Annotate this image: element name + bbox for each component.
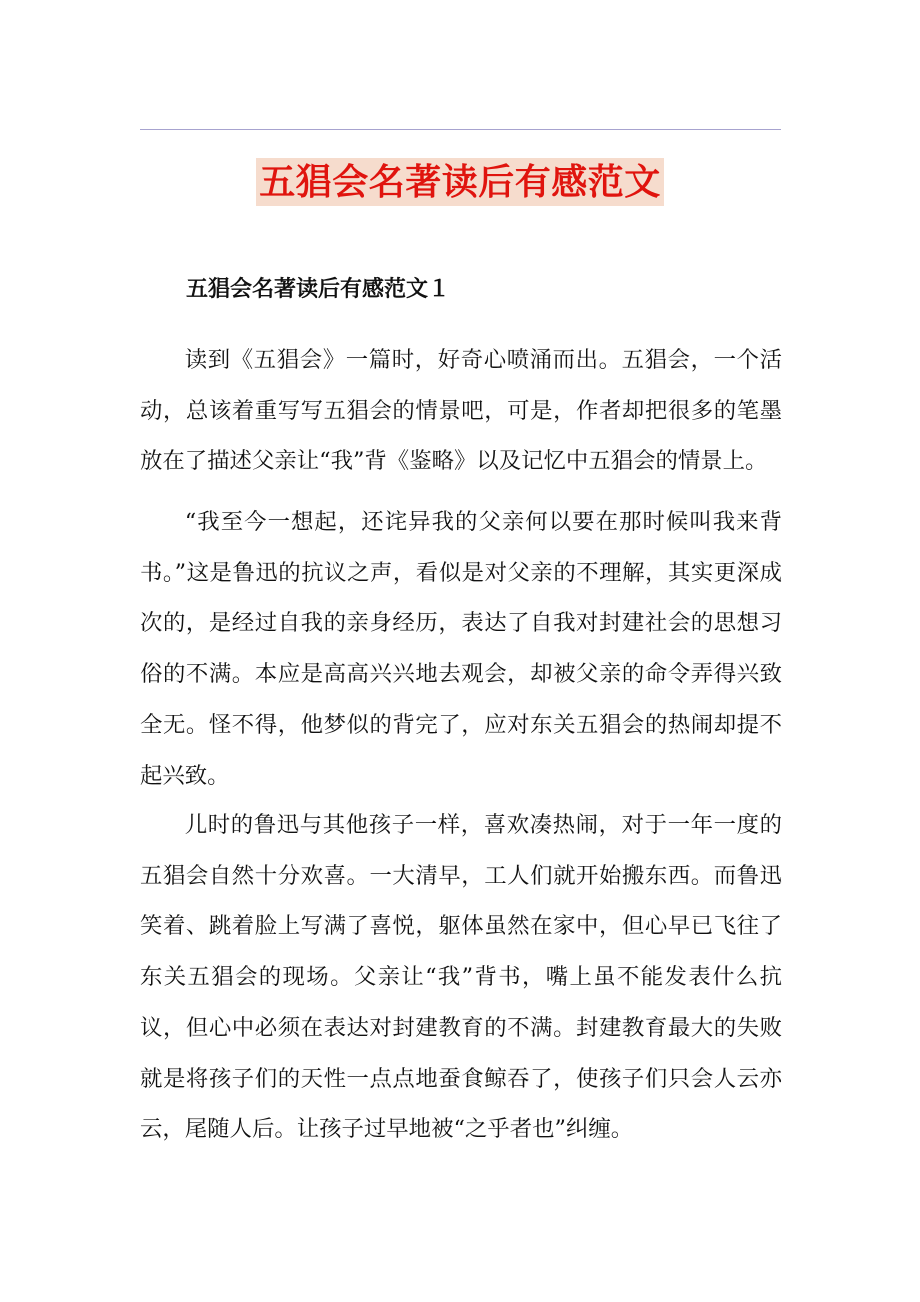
paragraph-1: 读到《五猖会》一篇时，好奇心喷涌而出。五猖会，一个活动，总该着重写写五猖会的情景吧，可是，作者却把很多的笔墨放在了描述父亲让“我”背《鉴略》以及记忆中五猖会的情景上。 [140, 347, 782, 475]
document-title: 五猖会名著读后有感范文 [256, 158, 664, 206]
paragraph-2: “我至今一想起，还诧异我的父亲何以要在那时候叫我来背书。”这是鲁迅的抗议之声，看似是对父亲的不理解，其实更深成次的，是经过自我的亲身经历，表达了自我对封建社会的思想习俗的不满。本应是高高兴兴地去观会，却被父亲的命令弄得兴致全无。怪不得，他梦似的背完了，应对东关五猖会的热闹却提不起兴致。 [140, 509, 782, 789]
title-container [0, 158, 920, 206]
paragraph-3: 儿时的鲁迅与其他孩子一样，喜欢凑热闹，对于一年一度的五猖会自然十分欢喜。一大清早，工人们就开始搬东西。而鲁迅笑着、跳着脸上写满了喜悦，躯体虽然在家中，但心早已飞往了东关五猖会的现场。父亲让“我”背书，嘴上虽不能发表什么抗议，但心中必须在表达对封建教育的不满。封建教育最大的失败就是将孩子们的天性一点点地蚕食鲸吞了，使孩子们只会人云亦云，尾随人后。让孩子过早地被“之乎者也”纠缠。 [140, 812, 782, 1143]
header-divider [140, 129, 781, 130]
section-heading: 五猖会名著读后有感范文１ [186, 276, 451, 302]
